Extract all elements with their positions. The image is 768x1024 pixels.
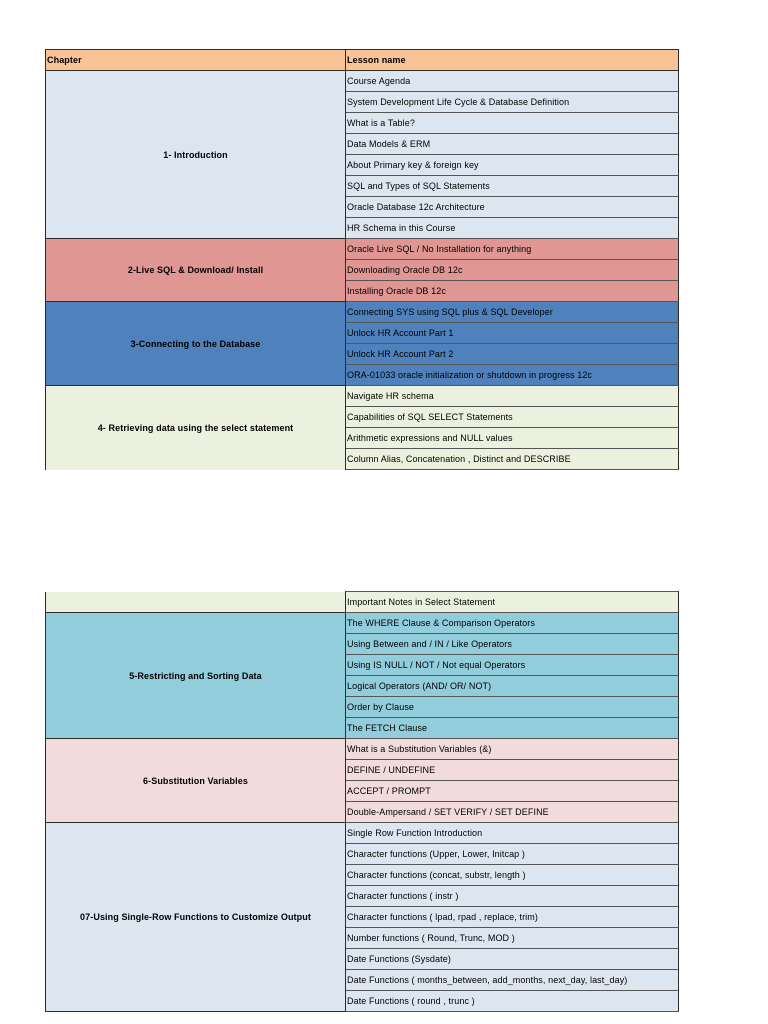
table-row bbox=[46, 386, 679, 407]
lesson-cell: SQL and Types of SQL Statements bbox=[346, 176, 679, 197]
course-table-page-1 bbox=[45, 49, 679, 470]
chapter-column-header: Chapter bbox=[46, 50, 346, 71]
lesson-cell: Data Models & ERM bbox=[346, 134, 679, 155]
lesson-cell: System Development Life Cycle & Database Definition bbox=[346, 92, 679, 113]
lesson-cell: What is a Substitution Variables (&) bbox=[346, 739, 679, 760]
lesson-cell: Downloading Oracle DB 12c bbox=[346, 260, 679, 281]
lesson-cell: Navigate HR schema bbox=[346, 386, 679, 407]
lesson-cell: What is a Table? bbox=[346, 113, 679, 134]
lesson-cell: ORA-01033 oracle initialization or shutdown in progress 12c bbox=[346, 365, 679, 386]
lesson-cell: Unlock HR Account Part 1 bbox=[346, 323, 679, 344]
course-table-page-2 bbox=[45, 591, 679, 1012]
lesson-column-header: Lesson name bbox=[346, 50, 679, 71]
lesson-cell: Using Between and / IN / Like Operators bbox=[346, 634, 679, 655]
lesson-cell: Double-Ampersand / SET VERIFY / SET DEFINE bbox=[346, 802, 679, 823]
table-row bbox=[46, 823, 679, 844]
chapter-cell-single-row-functions: 07-Using Single-Row Functions to Customize Output bbox=[46, 823, 346, 1012]
table-row bbox=[46, 302, 679, 323]
lesson-cell: Character functions (Upper, Lower, Initcap ) bbox=[346, 844, 679, 865]
chapter-cell-restricting: 5-Restricting and Sorting Data bbox=[46, 613, 346, 739]
lesson-cell: Installing Oracle DB 12c bbox=[346, 281, 679, 302]
table-row bbox=[46, 739, 679, 760]
lesson-cell: Arithmetic expressions and NULL values bbox=[346, 428, 679, 449]
lesson-cell: Using IS NULL / NOT / Not equal Operators bbox=[346, 655, 679, 676]
lesson-cell: Important Notes in Select Statement bbox=[346, 592, 679, 613]
table-header-row bbox=[46, 50, 679, 71]
lesson-cell: HR Schema in this Course bbox=[346, 218, 679, 239]
lesson-cell: The FETCH Clause bbox=[346, 718, 679, 739]
lesson-cell: Character functions (concat, substr, length ) bbox=[346, 865, 679, 886]
lesson-cell: Connecting SYS using SQL plus & SQL Developer bbox=[346, 302, 679, 323]
lesson-cell: About Primary key & foreign key bbox=[346, 155, 679, 176]
chapter-cell-retrieving-continued bbox=[46, 592, 346, 613]
chapter-cell-substitution: 6-Substitution Variables bbox=[46, 739, 346, 823]
chapter-cell-live-sql: 2-Live SQL & Download/ Install bbox=[46, 239, 346, 302]
lesson-cell: The WHERE Clause & Comparison Operators bbox=[346, 613, 679, 634]
lesson-cell: Character functions ( instr ) bbox=[346, 886, 679, 907]
lesson-cell: Capabilities of SQL SELECT Statements bbox=[346, 407, 679, 428]
lesson-cell: Date Functions ( months_between, add_months, next_day, last_day) bbox=[346, 970, 679, 991]
lesson-cell: Column Alias, Concatenation , Distinct and DESCRIBE bbox=[346, 449, 679, 470]
lesson-cell: Date Functions (Sysdate) bbox=[346, 949, 679, 970]
chapter-cell-introduction: 1- Introduction bbox=[46, 71, 346, 239]
lesson-cell: Date Functions ( round , trunc ) bbox=[346, 991, 679, 1012]
chapter-cell-connecting: 3-Connecting to the Database bbox=[46, 302, 346, 386]
table-row bbox=[46, 613, 679, 634]
table-row bbox=[46, 71, 679, 92]
table-row bbox=[46, 239, 679, 260]
table-row bbox=[46, 592, 679, 613]
lesson-cell: Oracle Live SQL / No Installation for anything bbox=[346, 239, 679, 260]
lesson-cell: Oracle Database 12c Architecture bbox=[346, 197, 679, 218]
lesson-cell: Single Row Function Introduction bbox=[346, 823, 679, 844]
lesson-cell: DEFINE / UNDEFINE bbox=[346, 760, 679, 781]
lesson-cell: Unlock HR Account Part 2 bbox=[346, 344, 679, 365]
lesson-cell: Course Agenda bbox=[346, 71, 679, 92]
lesson-cell: Logical Operators (AND/ OR/ NOT) bbox=[346, 676, 679, 697]
lesson-cell: Number functions ( Round, Trunc, MOD ) bbox=[346, 928, 679, 949]
chapter-cell-retrieving: 4- Retrieving data using the select statement bbox=[46, 386, 346, 470]
lesson-cell: Character functions ( lpad, rpad , replace, trim) bbox=[346, 907, 679, 928]
lesson-cell: ACCEPT / PROMPT bbox=[346, 781, 679, 802]
lesson-cell: Order by Clause bbox=[346, 697, 679, 718]
